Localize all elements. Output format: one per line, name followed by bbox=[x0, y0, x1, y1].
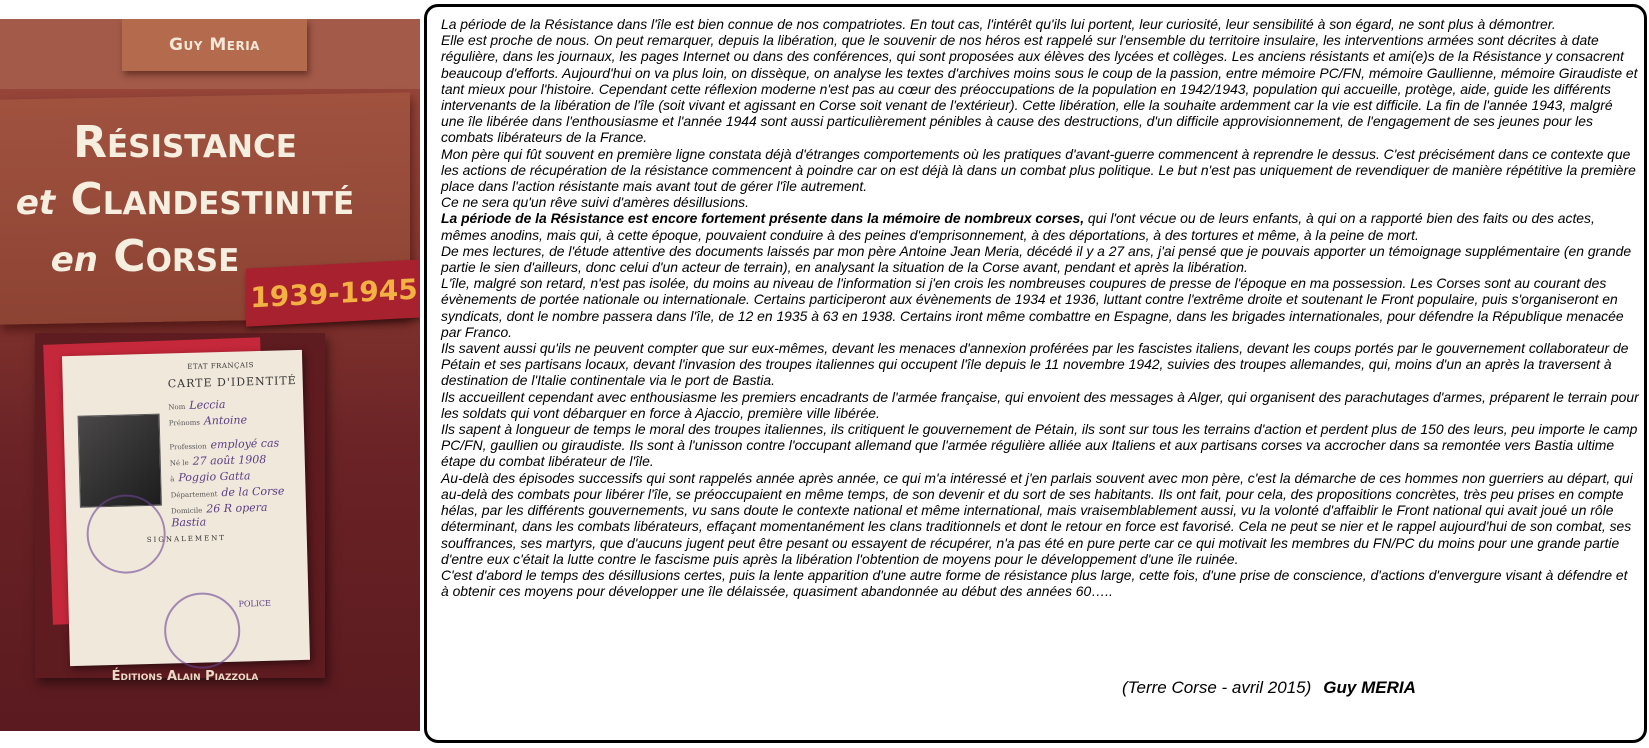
id-card-stamp-2 bbox=[163, 592, 241, 670]
id-card-police: POLICE bbox=[238, 598, 272, 609]
id-card-firstname-label: Prénoms bbox=[168, 418, 201, 428]
id-card-signalement: SIGNALEMENT bbox=[146, 533, 227, 545]
article-paragraph: Ce ne sera qu'un rêve suivi d'amères désillusions. bbox=[441, 194, 749, 211]
article-paragraph: Au-delà des épisodes successifs qui sont rappelés année après année, ce qui m'a intéressé et j'en parlais souvent avec mon père, c'est la démarche de ces hommes non guerriers au départ, qui au-delà des combats pour libérer l'île, se préoccupaient en même temps, de son devenir et du sort de ses habitants. Ils ont fait, pour cela, des propositions concrètes, très peu prises en compte hélas, par les différents gouvernements, vu sans doute le contexte national et même international, mais vraisemblablement aussi, vu la volonté d'affaiblir le Front national qui avait joué un rôle déterminant, dans les combats libérateurs, effaçant momentanément les clans traditionnels et dont le retour en force est favorisé. Cela ne peut se nier et le rappel aujourd'hui de son combat, ses souffrances, ses martyrs, que d'aucuns jugent peut être pesant ou essayent de récupérer, n'a pas été en pure perte car ce qui motivait les membres du FN/PC du moins pour une grande partie d'entre eux c'était la lutte contre le fascisme puis après la libération l'obtention de moyens pour le développement d'une île ruinée. bbox=[441, 469, 1633, 567]
article-paragraph: La période de la Résistance dans l'île est bien connue de nos compatriotes. En tout cas, l'intérêt qu'ils lui portent, leur curiosité, leur sensibilité à son égard, ne sont plus à démontrer. bbox=[441, 16, 1556, 32]
article-paragraph-rest: qui l'ont vécue ou de leurs enfants, à qui on a rapporté bien des faits ou des actes, mêmes anodins, mais qui, à cette époque, pouvaient conduire à des peines d'emprisonnement, à des déportations, à des tortures et même, à la peine de mort. bbox=[441, 210, 1595, 243]
article-paragraph: Ils savent aussi qu'ils ne peuvent compter que sur eux-mêmes, devant les menaces d'annexion proférées par les fascistes italiens, devant les coups portés par le gouvernement collaborateur de Pétain et ses partisans locaux, devant l'invasion des troupes italiennes qui occupent l'île depuis le 11 novembre 1942, suivies des troupes allemandes, qui, moins d'un an après la traversent à destination de l'Italie continentale via le port de Bastia. bbox=[441, 340, 1629, 389]
id-card-name bbox=[168, 398, 226, 412]
article-source: (Terre Corse - avril 2015) bbox=[1122, 678, 1312, 697]
article-paragraph: Ils sapent à longueur de temps le moral des troupes italiennes, ils critiquent le gouvernement de Pétain, ils sont sur tous les terrains d'action et perdent plus de 150 des leurs, peu importe le camp PC/FN, gaullien ou giraudiste. Ils sont à l'unisson contre l'occupant allemand que l'armée régulière alliée aux Italiens et aux partisans corses va accrocher dans sa remontée vers Bastia ultime étape du combat libérateur de l'île. bbox=[441, 421, 1638, 470]
id-card-heading: CARTE D'IDENTITÉ bbox=[167, 374, 297, 391]
article-paragraph: L'île, malgré son retard, n'est pas isolée, du moins au niveau de l'information si j'en crois les nombreuses coupures de presse de l'époque en ma possession. Les Corses sont au courant des évènements de portée nationale ou internationale. Certains participeront aux évènements de 1934 et 1936, luttant contre l'extrême droite et soutenant le Front populaire, puis s'organiseront en syndicats, dont le nombre passera dans l'île, de 12 en 1935 à 63 en 1938. Certains iront même combattre en Espagne, dans les brigades internationales, pour défendre la République menacée par Franco. bbox=[441, 275, 1624, 340]
id-card-birth-label: Né le bbox=[169, 458, 189, 468]
article-paragraph: De mes lectures, de l'étude attentive des documents laissés par mon père Antoine Jean Meria, décédé il y a 27 ans, j'ai pensé que je pouvais apporter un témoignage supplémentaire (en grande partie le sien d'ailleurs, donc celui d'un acteur de terrain), en analysant la situation de la Corse avant, pendant et après la libération. bbox=[441, 242, 1632, 276]
article-body bbox=[441, 16, 1639, 599]
cover-author: Guy Meria bbox=[169, 35, 260, 55]
cover-publisher: Éditions Alain Piazzola bbox=[111, 669, 259, 684]
id-card-domicile-label: Domicile bbox=[170, 506, 203, 516]
article-paragraph: Ils accueillent cependant avec enthousiasme les premiers encadrants de l'armée française, qui envoient des messages à Alger, qui organisent des parachutages d'armes, préparent le terrain pour les soldats qui vont débarquer en force à Ajaccio, première ville libérée. bbox=[441, 388, 1639, 421]
id-card-place-value: Poggio Gatta bbox=[178, 469, 251, 485]
id-card-birth bbox=[170, 453, 267, 469]
article-paragraph-highlight bbox=[441, 210, 1639, 242]
id-card-name-label: Nom bbox=[168, 402, 186, 412]
id-card-firstname-value: Antoine bbox=[203, 413, 248, 428]
cover-title-line-3-prefix: en bbox=[50, 240, 98, 280]
cover-author-plate bbox=[122, 19, 307, 71]
article-bold-lead: La période de la Résistance est encore fortement présente dans la mémoire de nombreux corses, bbox=[441, 210, 1085, 227]
cover-title-line-2-word: Clandestinité bbox=[70, 174, 355, 225]
id-card-profession-value: employé cas bbox=[210, 436, 280, 452]
article-signature bbox=[1122, 678, 1416, 698]
id-card-birth-value: 27 août 1908 bbox=[192, 452, 267, 468]
id-card-name-value: Leccia bbox=[189, 397, 226, 412]
cover-years: 1939-1945 bbox=[250, 272, 418, 314]
id-card-stamp-1 bbox=[86, 494, 167, 575]
article-paragraph: Elle est proche de nous. On peut remarquer, depuis la libération, que le souvenir de nos héros est rappelé sur l'ensemble du territoire insulaire, les interventions armées sont décrites à date régulière, dans les journaux, les pages Internet ou dans des conférences, qui sont proposées aux élèves des lycées et collèges. Les anciens résistants et ami(e)s de la Résistance y consacrent beaucoup d'efforts. Aujourd'hui on va plus loin, on dissèque, on analyse les textes d'archives moins sous le coup de la passion, entre mémoire PC/FN, mémoire Gaullienne, mémoire Giraudiste et tant mieux pour l'histoire. Cependant cette réflexion moderne n'est pas au cœur des préoccupations de la population en 1942/1943, population qui accueille, protège, aide, guide les différents intervenants de la libération de l'île (soit vivant et agissant en Corse soit venant de l'extérieur). Cette libération, elle la souhaite ardemment car la vie est difficile. La fin de l'année 1943, malgré une île libérée dans l'enthousiasme et l'année 1944 sont aussi particulièrement pénibles à cause des destructions, d'un difficile approvisionnement, de l'engagement de ses jeunes pour les combats libérateurs de la France. bbox=[441, 32, 1638, 146]
id-card-profession bbox=[169, 437, 279, 453]
id-card-place-label: à bbox=[170, 475, 175, 484]
article-author: Guy MERIA bbox=[1323, 678, 1416, 697]
cover-years-plate bbox=[246, 259, 420, 326]
cover-title-line-2-prefix: et bbox=[15, 183, 56, 223]
article-paragraph: C'est d'abord le temps des désillusions certes, puis la lente apparition d'une autre forme de résistance plus large, cette fois, d'une prise de conscience, d'actions d'envergure visant à défendre et à obtenir ces moyens pour développer une île délaissée, quasiment abandonnée au début des années 60….. bbox=[441, 566, 1628, 600]
id-card-profession-label: Profession bbox=[169, 442, 207, 452]
article-frame bbox=[424, 4, 1647, 743]
cover-title-line-3-word: Corse bbox=[113, 231, 240, 282]
cover-title-line-1: Résistance bbox=[73, 117, 297, 168]
id-card-department-label: Département bbox=[170, 490, 218, 500]
identity-card-image bbox=[62, 350, 310, 666]
id-card-firstname bbox=[169, 413, 248, 428]
id-card-domicile bbox=[171, 500, 302, 529]
book-cover-image bbox=[0, 19, 420, 731]
cover-title-line-2 bbox=[5, 174, 365, 225]
id-card-place bbox=[170, 469, 251, 484]
id-card-domicile-value: 26 R opera Bastia bbox=[171, 500, 268, 530]
id-card-department-value: de la Corse bbox=[221, 484, 285, 500]
cover-title-line-3 bbox=[40, 231, 250, 282]
id-card-portrait bbox=[78, 414, 162, 508]
article-paragraph: Mon père qui fût souvent en première ligne constata déjà d'étranges comportements où les pratiques d'avant-guerre commencent à reprendre le dessus. C'est précisément dans ce contexte que les actions de récupération de la résistance commencent à poindre car on est déjà là dans un combat plus politique. Le but n'est pas uniquement de revendiquer de manière répétitive la première place dans l'action résistante mais avant tout de gérer l'île autrement. bbox=[441, 145, 1636, 195]
id-card-state: ETAT FRANÇAIS bbox=[187, 361, 255, 371]
id-card-department bbox=[170, 484, 284, 500]
